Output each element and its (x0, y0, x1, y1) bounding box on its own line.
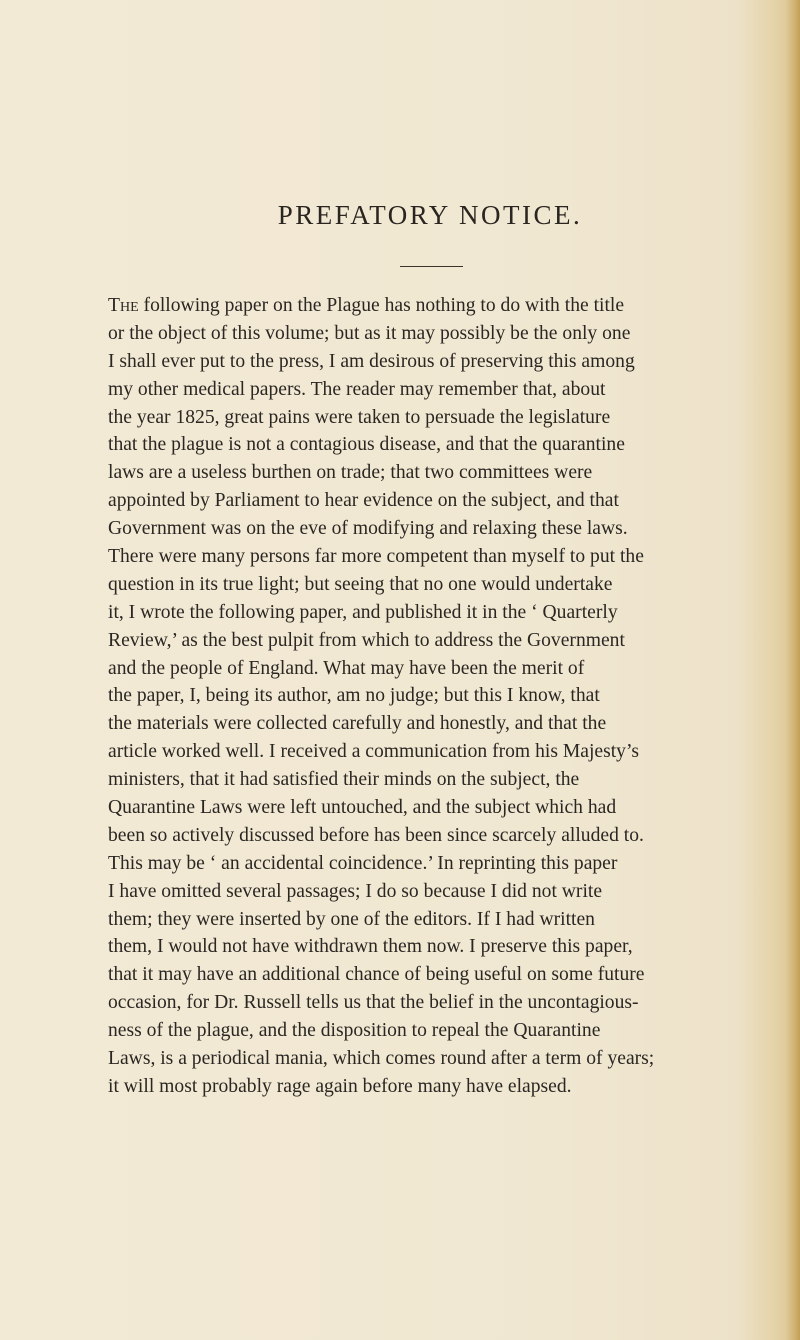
text-line: I have omitted several passages; I do so because I did not write (108, 880, 603, 902)
text-line: it will most probably rage again before many have elapsed. (108, 1075, 572, 1097)
text-line: Laws, is a periodical mania, which comes round after a term of years; (108, 1048, 655, 1070)
text-line: or the object of this volume; but as it may possibly be the only one (108, 322, 631, 344)
text-line: This may be ‘ an accidental coincidence.’ In reprinting this paper (108, 852, 618, 874)
text-line: the year 1825, great pains were taken to persuade the legislature (108, 406, 611, 428)
title-rule (400, 266, 463, 267)
text-line: the paper, I, being its author, am no judge; but this I know, that (108, 685, 600, 707)
text-line: that the plague is not a contagious disease, and that the quarantine (108, 434, 625, 456)
text-line: Quarantine Laws were left untouched, and the subject which had (108, 797, 617, 819)
text-line: Government was on the eve of modifying and relaxing these laws. (108, 518, 628, 540)
text-line: my other medical papers. The reader may remember that, about (108, 378, 606, 400)
text-line: article worked well. I received a communication from his Majesty’s (108, 741, 640, 763)
text-line: appointed by Parliament to hear evidence on the subject, and that (108, 490, 619, 512)
text-line: question in its true light; but seeing that no one would undertake (108, 573, 613, 595)
text-line: them; they were inserted by one of the editors. If I had written (108, 908, 595, 930)
text-line: the materials were collected carefully and honestly, and that the (108, 713, 607, 735)
text-line: ness of the plague, and the disposition to repeal the Quarantine (108, 1020, 601, 1042)
page-title: PREFATORY NOTICE. (277, 200, 583, 230)
body-text (108, 292, 798, 1101)
first-word: The (108, 295, 139, 316)
text-line: I shall ever put to the press, I am desirous of preserving this among (108, 350, 635, 372)
text-line: it, I wrote the following paper, and published it in the ‘ Quarterly (108, 601, 618, 623)
text-line: occasion, for Dr. Russell tells us that the belief in the uncontagious- (108, 992, 639, 1014)
text-line: ministers, that it had satisfied their minds on the subject, the (108, 769, 580, 791)
text-line: Review,’ as the best pulpit from which to address the Government (108, 629, 625, 651)
text-line: The following paper on the Plague has nothing to do with the title (108, 295, 625, 316)
text-line: There were many persons far more competent than myself to put the (108, 546, 644, 568)
text-line: and the people of England. What may have been the merit of (108, 657, 585, 679)
text-line: been so actively discussed before has been since scarcely alluded to. (108, 824, 644, 846)
text-line: that it may have an additional chance of being useful on some future (108, 964, 645, 986)
text-line: laws are a useless burthen on trade; that two committees were (108, 462, 593, 484)
text-line: them, I would not have withdrawn them now. I preserve this paper, (108, 936, 633, 958)
